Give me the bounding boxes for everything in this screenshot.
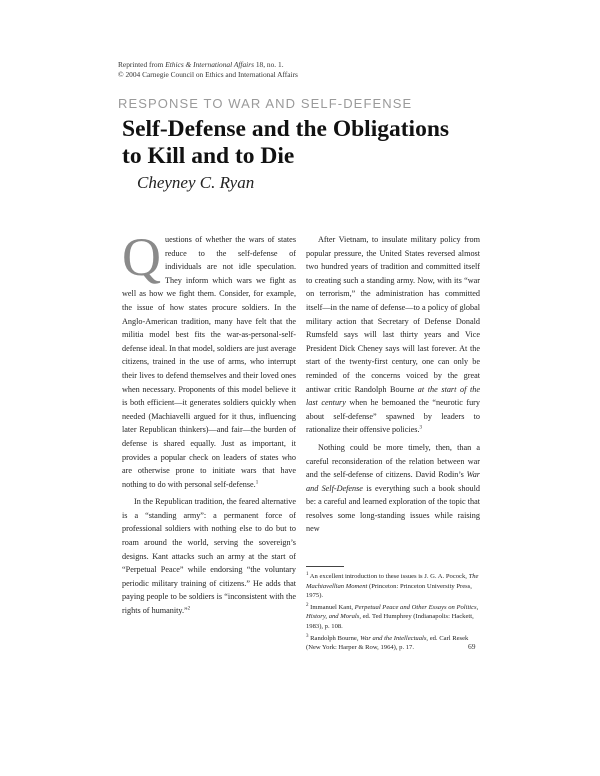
footnote-3: $^3$ Randolph Bourne, War and the Intellectuals, ed. Carl Resek (New York: Harper & Row, 1964), p. 17. [306, 633, 469, 652]
right-paragraph-1: After Vietnam, to insulate military policy from popular pressure, the United States reversed almost two hundred years of tradition and committed itself to creating such a standing army. Now, with its “war on terrorism,” the administration has committed itself—in the name of defense—to a policy of global military action that Secretary of Defense Donald Rumsfeld says will last thirty years and Vice President Dick Cheney says will last forever. At the start of the twenty-first century, one can only be reminded of the concerns voiced by the great antiwar critic Randolph Bourne at the start of the last century when he bemoaned the “neurotic fury about self-defense” spawned by leaders to rationalize their offensive policies.$^3$ [306, 235, 480, 435]
copyright-line: © 2004 Carnegie Council on Ethics and International Affairs [118, 70, 298, 79]
section-label: RESPONSE TO WAR AND SELF-DEFENSE [118, 96, 413, 111]
footnote-ref-3[interactable]: 3 [419, 425, 423, 431]
right-column [306, 233, 480, 536]
reprint-notice [118, 60, 298, 80]
footnote-ref-2[interactable]: 2 [187, 606, 191, 612]
footnote-ref-1[interactable]: 1 [255, 479, 259, 485]
drop-cap: Q [122, 227, 161, 287]
page-number: 69 [468, 642, 476, 651]
footnotes [306, 572, 482, 655]
footnote-1: $^1$ An excellent introduction to these issues is J. G. A. Pocock, The Machiavellian Moment (Princeton: Princeton University Press, 1975). [306, 571, 479, 600]
footnote-2: $^2$ Immanuel Kant, Perpetual Peace and Other Essays on Politics, History, and Morals, ed. Ted Humphrey (Indianapolis: Hackett, 1983), p. 108. [306, 602, 479, 630]
reprint-line-1: Reprinted from Ethics & International Affairs 18, no. 1. [118, 60, 284, 69]
left-paragraph-1: Questions of whether the wars of states reduce to the self-defense of individuals are not idle speculation. They inform which wars we fight as well as how we fight them. Consider, for example, the issue of how states procure soldiers. In the Anglo-American tradition, many have felt that the militia model best fits the war-as-personal-self-defense ideal. In that model, soldiers are just average citizens, trained in the use of arms, who interrupt their lives to defend themselves and their loved ones when necessary. Proponents of this model believe it is both efficient—it generates soldiers quickly when needed (Machiavelli argued for it thus, influencing later Republican thinkers)—and fair—the burden of defense is shared equally. Just as important, it provides a popular check on leaders of states who are otherwise prone to initiate wars that have nothing to do with personal self-defense.$^1$ [122, 227, 296, 489]
left-column [122, 227, 296, 618]
right-paragraph-2: Nothing could be more timely, then, than a careful reconsideration of the relation between war and the self-defense of citizens. David Rodin’s War and Self-Defense is everything such a book should be: a careful and learned exploration of the topic that resolves some long-standing issues while raising new [306, 442, 481, 534]
left-paragraph-2: In the Republican tradition, the feared alternative is a “standing army”: a permanent force of professional soldiers with nothing else to do but to roam around the world, serving the sovereign’s designs. Kant attacks such an army at the start of “Perpetual Peace” while endorsing “the voluntary periodic military training of citizens.” He adds that paying people to be soldiers is “inconsistent with the rights of humanity.”$^2$ [122, 497, 296, 616]
book-title: War and Self-Defense [306, 470, 480, 493]
title-line-2: to Kill and to Die [122, 143, 295, 169]
author-name: Cheyney C. Ryan [137, 173, 255, 192]
article-title [122, 116, 502, 170]
footnote-divider [306, 566, 344, 567]
journal-name: Ethics & International Affairs [165, 60, 254, 69]
title-line-1: Self-Defense and the Obligations [122, 116, 450, 142]
